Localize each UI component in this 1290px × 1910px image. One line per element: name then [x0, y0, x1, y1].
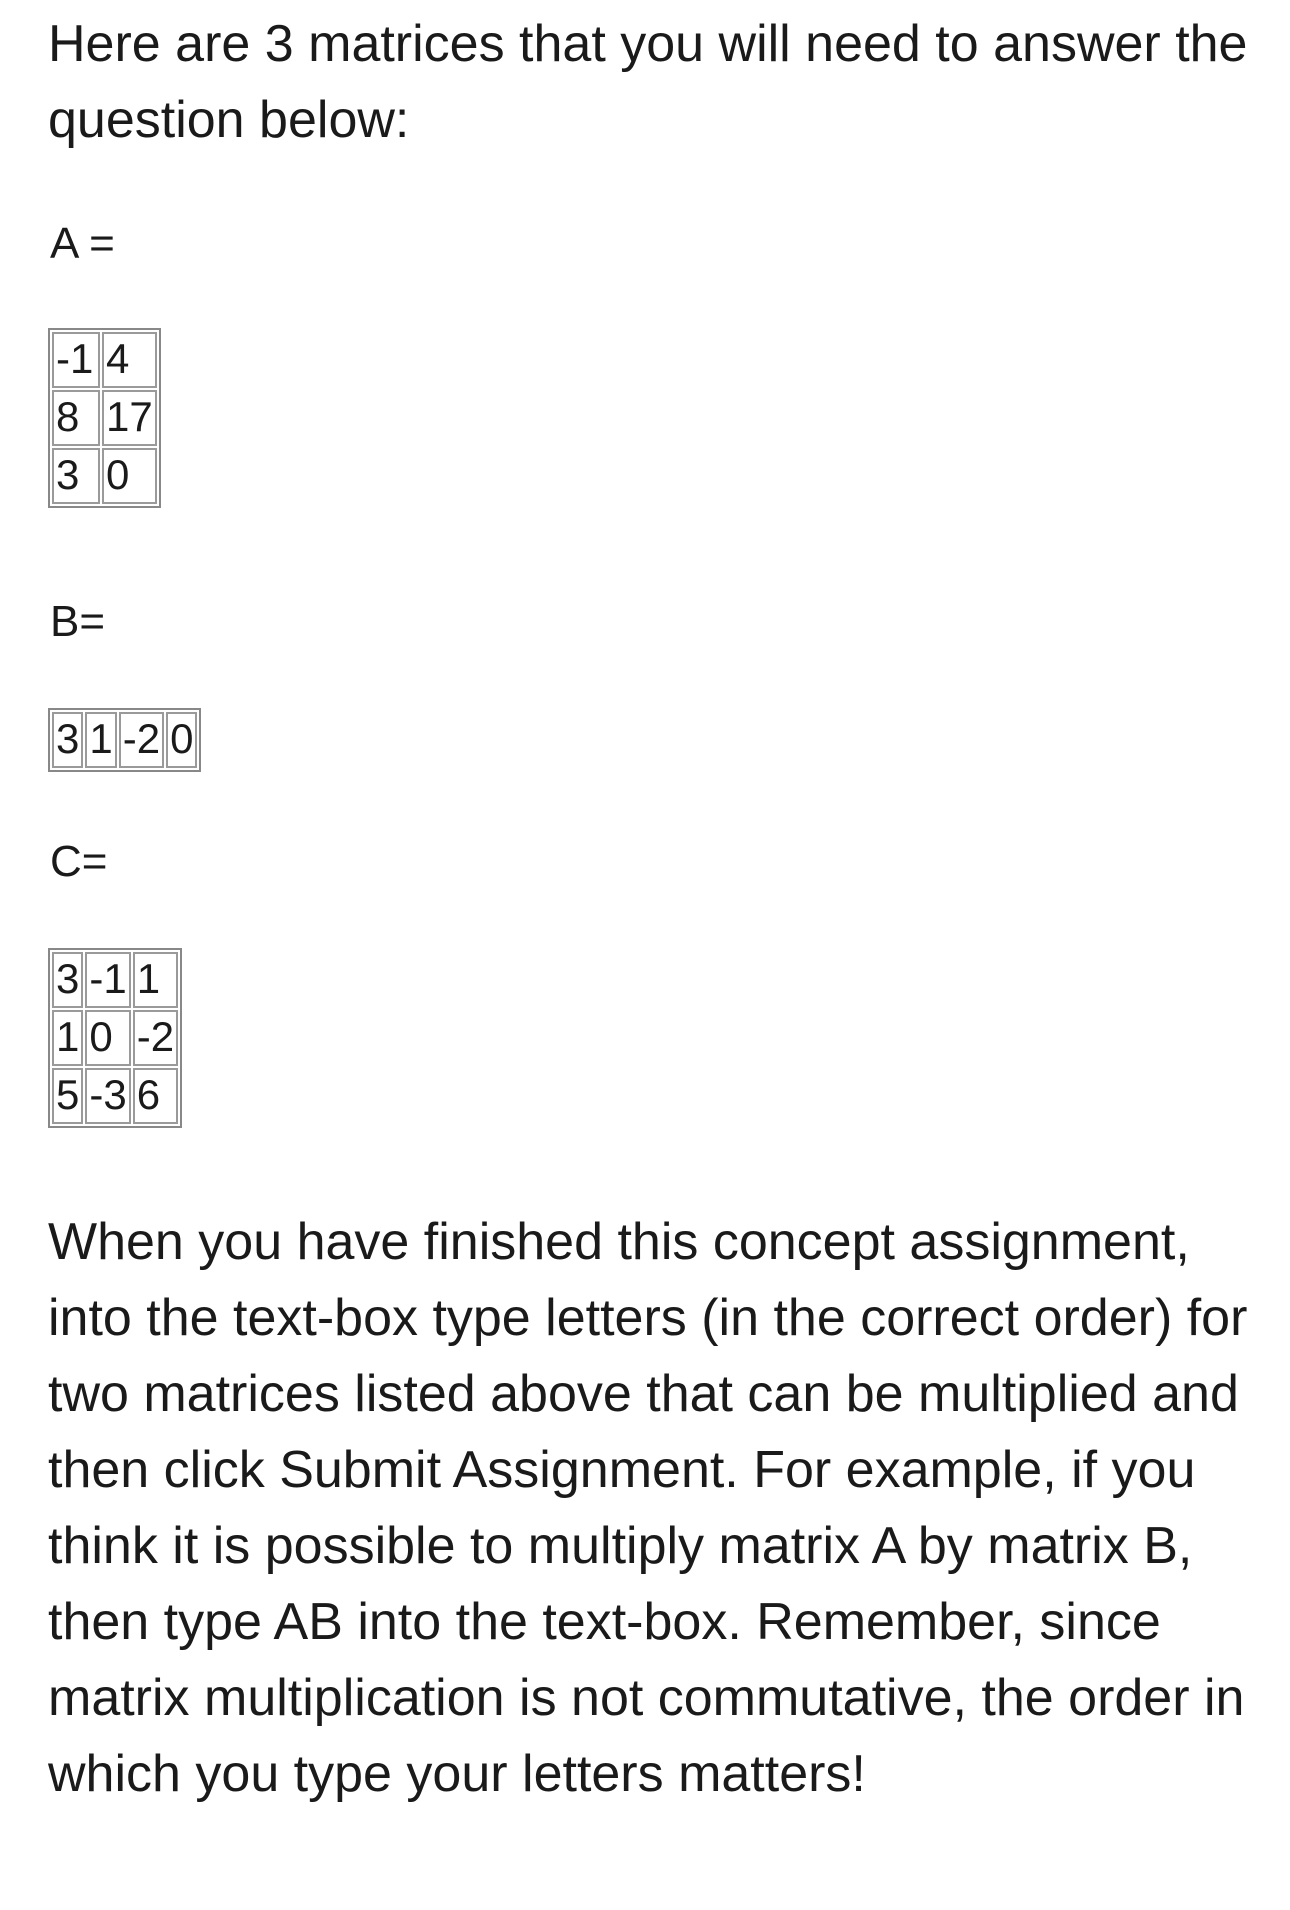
table-row [52, 1068, 178, 1124]
matrix-cell: 3 [52, 448, 100, 504]
matrix-cell: 6 [133, 1068, 178, 1124]
matrix-cell: 1 [52, 1010, 83, 1066]
matrix-cell: -2 [133, 1010, 178, 1066]
table-row [52, 390, 157, 446]
matrix-cell: -2 [119, 712, 164, 768]
matrix-c-table [48, 948, 182, 1128]
matrix-cell: 0 [85, 1010, 130, 1066]
matrix-cell: 4 [102, 332, 157, 388]
matrix-cell: 1 [85, 712, 116, 768]
table-row [52, 448, 157, 504]
matrix-cell: 0 [102, 448, 157, 504]
table-row [52, 332, 157, 388]
matrix-cell: 3 [52, 952, 83, 1008]
matrix-b-label: B= [50, 597, 106, 646]
table-row [52, 712, 197, 768]
matrix-cell: 17 [102, 390, 157, 446]
matrix-cell: 8 [52, 390, 100, 446]
matrix-a-label: A = [50, 219, 115, 268]
question-text: When you have finished this concept assignment, into the text-box type letters (in the correct order) for two matrices listed above that can be multiplied and then click Submit Assignment. For example, if you think it is possible to multiply matrix A by matrix B, then type AB into the text-box. Remember, since matrix multiplication is not commutative, the order in which you type your letters matters! [48, 1213, 1248, 1803]
assignment-content [48, 0, 1258, 1803]
matrix-cell: 5 [52, 1068, 83, 1124]
intro-text: Here are 3 matrices that you will need to answer the question below: [48, 15, 1248, 149]
table-row [52, 1010, 178, 1066]
matrix-a-table [48, 328, 161, 508]
matrix-cell: 0 [166, 712, 197, 768]
matrix-b-table [48, 708, 201, 772]
matrix-cell: -1 [52, 332, 100, 388]
matrix-cell: -1 [85, 952, 130, 1008]
matrix-c-label: C= [50, 837, 108, 886]
table-row [52, 952, 178, 1008]
matrix-cell: 1 [133, 952, 178, 1008]
matrix-cell: 3 [52, 712, 83, 768]
matrix-cell: -3 [85, 1068, 130, 1124]
